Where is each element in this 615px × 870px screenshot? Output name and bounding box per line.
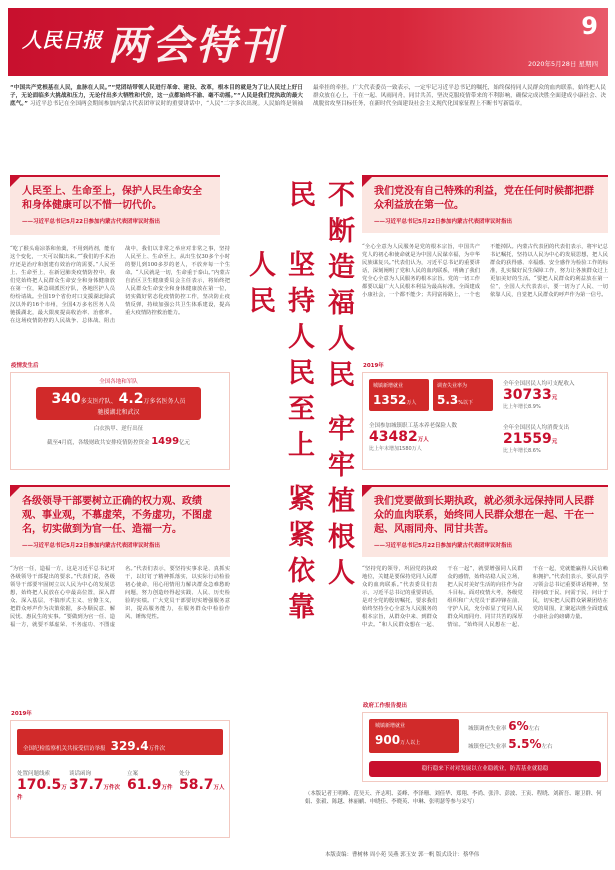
gov-report-card bbox=[362, 703, 608, 782]
stat-consumption bbox=[503, 423, 603, 454]
section-4-headline-box bbox=[362, 485, 608, 557]
masthead bbox=[8, 8, 608, 76]
stat-consumption-unit: 元 bbox=[551, 439, 558, 445]
stat-pension-label: 全国参加城镇职工基本养老保险人数 bbox=[369, 423, 458, 429]
epidemic-line-2-prefix: 截至4月底，各级财政共安排疫情防控资金 bbox=[46, 440, 150, 446]
footer-editors: 本版责编：曹树林 周小苑 吴燕 郭玉安 郭一帆 版式设计：蔡华伟 bbox=[325, 852, 480, 858]
discipline-stat-talks-unit: 万件次 bbox=[103, 785, 121, 791]
epidemic-line-2 bbox=[36, 434, 201, 449]
gov-right-2-label: 城镇登记失业率 bbox=[468, 744, 507, 750]
discipline-stat-clues bbox=[17, 769, 67, 801]
corner-mark bbox=[10, 487, 20, 497]
stat-pension-value: 43482 bbox=[369, 429, 418, 445]
page-number: 9 bbox=[581, 12, 598, 40]
special-edition-title: 两会特刊 bbox=[108, 22, 284, 69]
stat-income bbox=[503, 379, 603, 410]
discipline-stat-penalties-unit: 万人 bbox=[213, 785, 225, 791]
section-3-body: “为官一任，造福一方，这是习近平总书记对各级领导干部提出的要求。”代表们说，各级领导干部要牢固树立以人民为中心的发展思想，始终把人民放在心中最高位置，深入群众、深入基层，不搞形式主义、官僚主义，把群众呼声作为决策依据，多办顺民意、解民忧、惠民生的实事。“要做到为官一任、造福一方，就要不慕虚荣、不务虚功、不图虚名。”代表们表示，要坚持实事求是、真抓实干，以钉钉子精神抓落实，以实际行动检验初心使命，用心用情用力解决群众急难愁盼问题，努力创造经得起实践、人民、历史检验的实绩。广大党员干部要切实增强服务意识，提高服务能力，在服务群众中检验作风、锤炼党性。 bbox=[10, 566, 230, 628]
section-2-headline-box bbox=[362, 175, 608, 233]
gov-left-label: 城镇新增就业 bbox=[375, 723, 406, 729]
corner-mark bbox=[10, 177, 20, 187]
discipline-stat-cases-value: 61.9 bbox=[127, 777, 162, 793]
discipline-stat-clues-value: 170.5 bbox=[17, 777, 62, 793]
stat-consumption-value: 21559 bbox=[503, 431, 552, 447]
section-1-headline-box bbox=[10, 175, 220, 235]
section-1-subhead: ——习近平总书记5月22日参加内蒙古代表团审议时指出 bbox=[22, 219, 160, 225]
epidemic-unit-2: 万多名医务人员 bbox=[143, 398, 186, 405]
stat-unemployment-value: 5.3 bbox=[437, 393, 459, 407]
corner-mark bbox=[362, 177, 372, 187]
stat-income-unit: 元 bbox=[551, 395, 558, 401]
epidemic-title: 全国各地和军队 bbox=[99, 379, 138, 385]
section-1-headline: 人民至上、生命至上，保护人民生命安全和身体健康可以不惜一切代价。 bbox=[22, 186, 202, 211]
epidemic-stack bbox=[36, 377, 201, 449]
corner-mark bbox=[362, 487, 372, 497]
section-4-headline: 我们党要做到长期执政，就必须永远保持同人民群众的血肉联系，始终同人民群众想在一起、干在一起、风雨同舟、同甘共苦。 bbox=[374, 496, 594, 535]
gov-bottom-text: 稳行稳来下对对发展以立业稳就业，防苦基业就稳稳 bbox=[421, 766, 549, 772]
section-2-body: “全心全意为人民服务是党的根本宗旨，中国共产党人的初心和使命就是为中国人民谋幸福，为中华民族谋复兴。”代表们认为，习近平总书记的重要讲话，深刻阐明了党和人民的血肉联系，明确了我们党全心全意为人民服务的根本宗旨。党的一切工作都要以最广大人民根本利益为最高标准。全面建成小康社会，一个都不能少；共同富裕路上，一个也不能掉队。内蒙古代表团的代表们表示，将牢记总书记嘱托，坚持以人民为中心的发展思想，把人民群众的获得感、幸福感、安全感作为检验工作的标准，扎实做好民生保障工作，努力让各族群众过上更加美好的生活。“要把人民群众的利益放在第一位”，全国人大代表表示，要一切为了人民、一切依靠人民，自觉把人民群众的呼声作为第一信号。 bbox=[362, 244, 608, 298]
stats-2019-right-tag: 2019年 bbox=[363, 363, 384, 369]
discipline-stat-cases-unit: 万件 bbox=[161, 785, 173, 791]
epidemic-main bbox=[36, 387, 201, 420]
gov-report-card-tag: 政府工作报告提出 bbox=[363, 703, 408, 709]
discipline-stat-talks-value: 37.7 bbox=[69, 777, 104, 793]
credits-text: （本版记者王明峰、范昊天、齐志明、姜峰、李泽珊、刘佳华、郑翔、李尚、张洋、彭波、王寅、程晓、刘新吾、谢卫群、何娟、张毅、陈越、林丽鹂、申晓佳、李晓英、申琳、张明瑟等参与采写） bbox=[305, 791, 602, 805]
discipline-card bbox=[10, 711, 230, 838]
epidemic-card bbox=[10, 363, 230, 470]
discipline-stat-penalties-label: 处分 bbox=[179, 771, 191, 777]
vertical-title-left: 坚持人民至上 紧紧依靠人民 bbox=[244, 250, 314, 629]
gov-left-box bbox=[369, 719, 459, 753]
discipline-card-tag: 2019年 bbox=[11, 711, 32, 717]
stat-pension-note: 比上年末增加1580万人 bbox=[369, 446, 422, 452]
gov-right-1 bbox=[468, 719, 603, 733]
gov-right-1-unit: 左右 bbox=[528, 726, 540, 732]
discipline-stat-talks bbox=[69, 769, 124, 793]
discipline-title-value: 329.4 bbox=[110, 739, 149, 753]
newspaper-logo: 人民日报 bbox=[22, 28, 102, 52]
section-3-headline-box bbox=[10, 485, 230, 557]
discipline-stat-clues-label: 处置问题线索 bbox=[17, 771, 51, 777]
gov-left-unit: 万人以上 bbox=[400, 740, 421, 746]
intro-text bbox=[10, 84, 606, 164]
intro-lead: “中国共产党根基在人民，血脉在人民。”“党团结带领人民进行革命、建设、改革，根本目的就是为了让人民过上好日子，无论面临多大挑战和压力，无论付出多大牺牲和代价，这一点都始终不渝、毫不动摇。”“人民是我们党执政的最大底气。” bbox=[10, 85, 303, 108]
stat-employment-box bbox=[369, 379, 429, 411]
discipline-stat-penalties bbox=[179, 769, 227, 793]
stat-income-note: 比上年增长8.9% bbox=[503, 404, 541, 410]
discipline-stat-clues-unit: 万件 bbox=[17, 785, 67, 801]
stat-income-value: 30733 bbox=[503, 387, 552, 403]
discipline-title-bar bbox=[17, 729, 223, 755]
discipline-stat-cases-label: 立案 bbox=[127, 771, 139, 777]
gov-right-1-value: 6% bbox=[508, 719, 529, 733]
issue-date: 2020年5月28日 星期四 bbox=[527, 60, 598, 68]
epidemic-line-2-unit: 亿元 bbox=[179, 440, 191, 446]
epidemic-value-1: 340 bbox=[51, 391, 81, 407]
section-4-subhead: ——习近平总书记5月22日参加内蒙古代表团审议时指出 bbox=[374, 543, 512, 549]
stat-pension bbox=[369, 421, 499, 452]
epidemic-line-1: 白衣执甲、逆行出征 bbox=[93, 426, 144, 432]
discipline-stat-cases bbox=[127, 769, 177, 793]
epidemic-line-2-value: 1499 bbox=[151, 436, 180, 447]
epidemic-value-2: 4.2 bbox=[118, 391, 144, 407]
stat-pension-unit: 万人 bbox=[417, 437, 429, 443]
discipline-stat-penalties-value: 58.7 bbox=[179, 777, 214, 793]
epidemic-main-suffix: 驰援湖北和武汉 bbox=[97, 409, 140, 416]
stat-employment-value: 1352 bbox=[373, 393, 407, 407]
gov-bottom-strip bbox=[369, 761, 601, 777]
stat-unemployment-unit: %以下 bbox=[458, 400, 474, 406]
vertical-title-right: 不断造福人民 牢牢植根人民 bbox=[284, 180, 354, 595]
gov-right-2-unit: 左右 bbox=[541, 744, 553, 750]
section-2-headline: 我们党没有自己特殊的利益，党在任何时候都把群众利益放在第一位。 bbox=[374, 186, 594, 211]
gov-right-2-value: 5.5% bbox=[508, 737, 542, 751]
discipline-stat-talks-label: 谈话函询 bbox=[69, 771, 92, 777]
section-3-headline: 各级领导干部要树立正确的权力观、政绩观、事业观，不慕虚荣，不务虚功，不图虚名，切实做到为官一任、造福一方。 bbox=[22, 496, 212, 535]
section-4-body: “坚持党的领导，巩固党的执政地位，关键是要保持党同人民群众的血肉联系。”代表委员们表示，习近平总书记的重要讲话，是对全党的殷切嘱托，要求我们始终坚持全心全意为人民服务的根本宗旨，从群众中来、到群众中去。“和人民群众想在一起、干在一起”，就要增强同人民群众的感情，始终站稳人民立场，把人民对美好生活的向往作为奋斗目标。面对疫情大考，各级党组织和广大党员干部冲锋在前、守护人民，充分彰显了党同人民群众风雨同舟、同甘共苦的深厚情谊。“始终同人民想在一起、干在一起，党就能赢得人民信赖和拥护。”代表们表示，要认真学习领会总书记重要讲话精神，坚持问政于民、问需于民、问计于民，切实把人民群众紧紧团结在党的周围，汇聚起决胜全面建成小康社会的磅礴力量。 bbox=[362, 566, 608, 628]
gov-right-2 bbox=[468, 737, 603, 751]
stat-consumption-note: 比上年增长8.6% bbox=[503, 448, 541, 454]
stats-2019-right-card bbox=[362, 363, 608, 470]
stat-employment-unit: 万人 bbox=[406, 400, 417, 406]
discipline-title-unit: 万件次 bbox=[148, 746, 166, 752]
stat-employment-label: 城镇新增就业 bbox=[373, 383, 404, 389]
discipline-title-prefix: 全国纪检监察机关共接受信访举报 bbox=[23, 746, 106, 752]
gov-right-1-label: 城镇调查失业率 bbox=[468, 726, 507, 732]
section-2-subhead: ——习近平总书记5月22日参加内蒙古代表团审议时指出 bbox=[374, 219, 512, 225]
gov-left-value: 900 bbox=[375, 733, 401, 747]
stat-unemployment-box bbox=[433, 379, 493, 411]
section-3-subhead: ——习近平总书记5月22日参加内蒙古代表团审议时指出 bbox=[22, 543, 160, 549]
intro-body: 习近平总书记在全国两会期间参加内蒙古代表团审议时的重要讲话中，“人民”二字多次出现。人民始终是领袖最牵挂的牵挂。广大代表委员一致表示，一定牢记习近平总书记的嘱托，始终保持同人民群众的血肉联系，始终把人民群众放在心上，干在一起、风雨同舟，同甘共苦，坚决克服疫情带来的不利影响，确保完成决胜全面建成小康社会、决战脱贫攻坚目标任务，在新时代全面建设社会主义现代化国家征程上不断书写新篇章。 bbox=[29, 85, 606, 108]
epidemic-unit-1: 多支医疗队、 bbox=[80, 398, 117, 405]
section-1-body: “吃了猴头菇凉茶和鱼羹，不用到药剂，能有这个变化，一天可以做出来。”“我们的手术治疗还是治疗和创建有效治疗的需要。”人民至上、生命至上，在新冠肺炎疫情防控中，我们党始终把人民群众生命安全和身体健康放在第一位，紧急调派医疗队，各地医护人员纷纷请战。全国19个省份对口支援湖北除武汉以外的16个市州，全国4万多名医务人员驰援湖北，最大限度提高收治率、治愈率。在这场疫情防控的人民战争、总体战、阻击战中，我们以非常之举应对非常之事，坚持人民至上、生命至上，从出生仅30多个小时的婴儿到100多岁的老人，不放弃每一个生命。“人民就是一切，生命重于泰山。”内蒙古自治区卫生健康委员会主任表示，将始终把人民群众生命安全和身体健康放在第一位，切实做好常态化疫情防控工作，坚决防止疫情反弹，持续加强公共卫生体系建设，提高重大疫情防控救治能力。 bbox=[10, 246, 230, 324]
epidemic-card-tag: 疫情发生后 bbox=[11, 363, 39, 369]
stat-income-label: 全年全国居民人均可支配收入 bbox=[503, 381, 575, 387]
stat-unemployment-label: 调查失业率为 bbox=[437, 383, 468, 389]
stat-consumption-label: 全年全国居民人均消费支出 bbox=[503, 425, 570, 431]
